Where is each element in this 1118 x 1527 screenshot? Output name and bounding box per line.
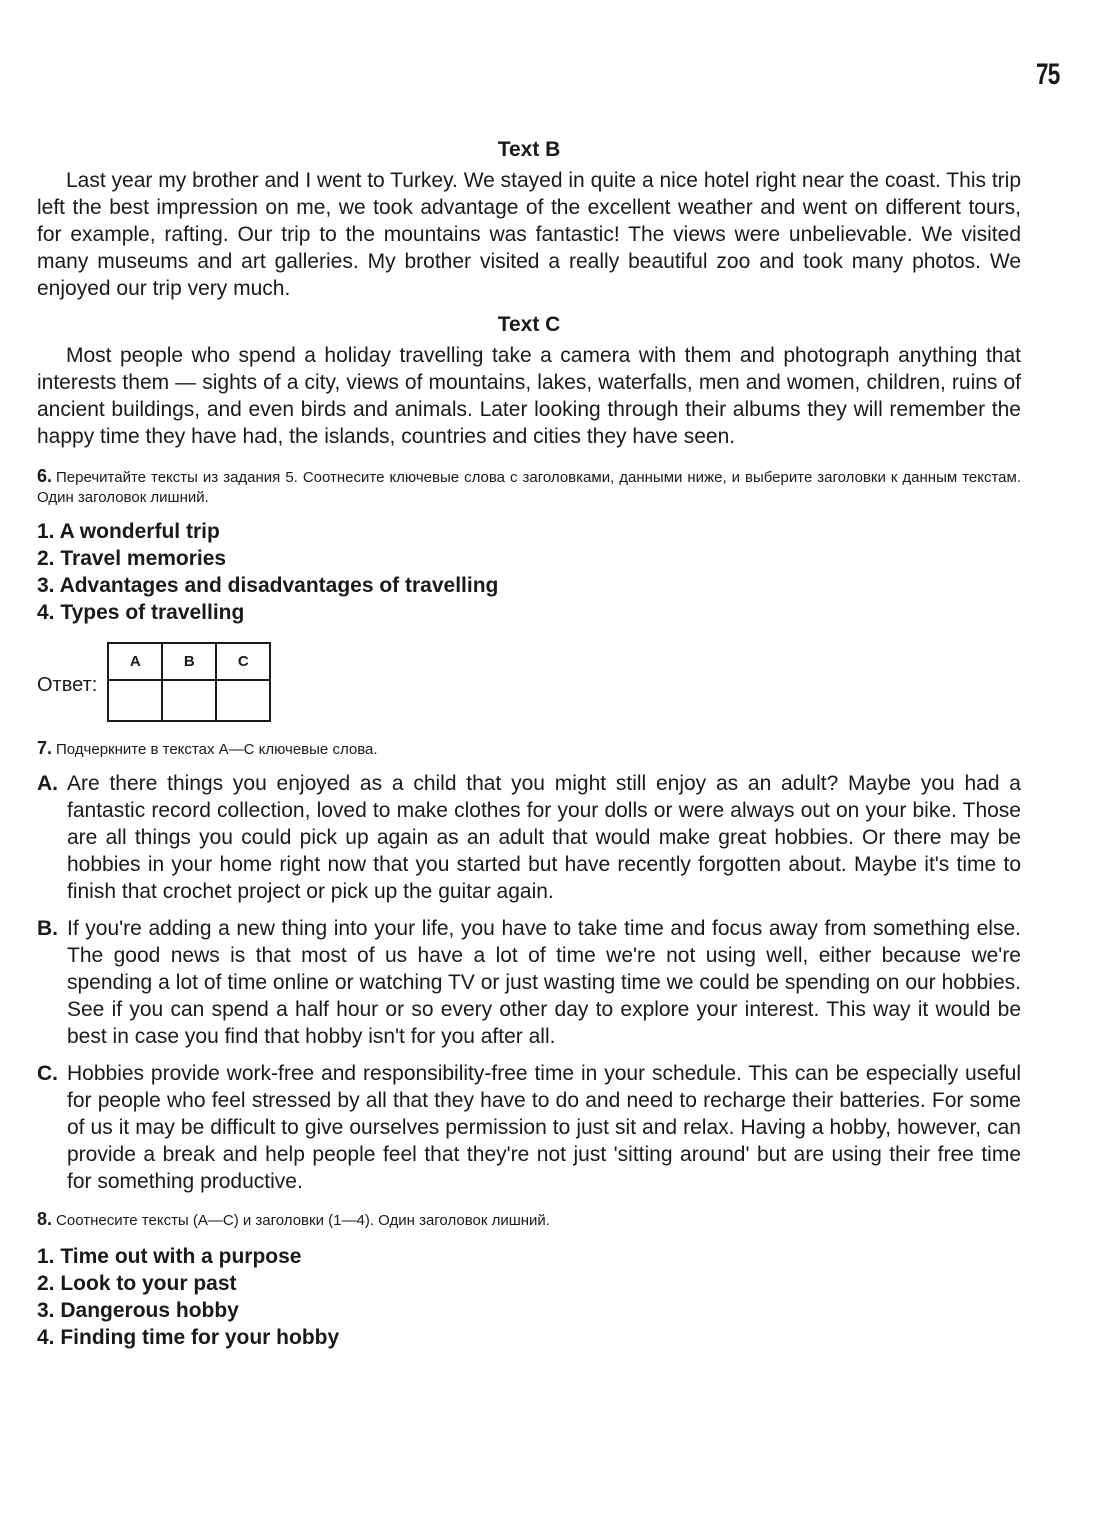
list-item: 4. Types of travelling [37,601,245,624]
task-8-number: 8. [37,1209,53,1229]
list-item: 1. Time out with a purpose [37,1245,302,1268]
answer-col-header: A [108,643,162,680]
page-content [37,136,1021,1351]
list-item: 3. Advantages and disadvantages of travelling [37,574,499,597]
text-letter: C. [37,1062,58,1085]
list-item: 4. Finding time for your hobby [37,1326,340,1349]
list-item: 2. Travel memories [37,547,227,570]
text-a-body: Are there things you enjoyed as a child that you might still enjoy as an adult? Maybe you had a fantastic record collection, loved to make clothes for your dolls or were always out on your bike. Those are all things you could pick up again as an adult that would make great hobbies. Or there may be hobbies in your home right now that you started but have recently forgotten about. Maybe it's time to finish that crochet project or pick up the guitar again. [67,772,1021,903]
text-b-body: Last year my brother and I went to Turkey. We stayed in quite a nice hotel right near the coast. This trip left the best impression on me, we took advantage of the excellent weather and went on different tours, for example, rafting. Our trip to the mountains was fantastic! The views were unbelievable. We visited many museums and art galleries. My brother visited a really beautiful zoo and took many photos. We enjoyed our trip very much. [37,169,1021,300]
text-a-block [37,770,1021,905]
text-letter: A. [37,772,58,795]
text-c2-block [37,1060,1021,1195]
answer-cell-c[interactable] [216,680,270,721]
text-letter: B. [37,917,58,940]
task-8-text: Соотнесите тексты (А—С) и заголовки (1—4). Один заголовок лишний. [56,1212,550,1229]
text-c2-body: Hobbies provide work-free and responsibility-free time in your schedule. This can be especially useful for people who feel stressed by all that they have to do and need to recharge their batteries. For some of us it may be difficult to give ourselves permission to just sit and relax. Having a hobby, however, can provide a break and help people feel that they're not just 'sitting around' but are using their free time for something productive. [67,1062,1021,1193]
text-c-heading: Text C [497,313,561,336]
list-item: 2. Look to your past [37,1272,237,1295]
task-6-headings-list [37,518,1021,626]
list-item: 3. Dangerous hobby [37,1299,239,1322]
text-b-heading: Text B [497,138,561,161]
task-7-text: Подчеркните в текстах А—С ключевые слова. [56,741,378,758]
answer-section [37,642,1021,722]
list-item: 1. A wonderful trip [37,520,220,543]
text-b2-block [37,915,1021,1050]
answer-cell-b[interactable] [162,680,216,721]
answer-col-header: B [162,643,216,680]
text-b2-body: If you're adding a new thing into your life, you have to take time and focus away from something else. The good news is that most of us have a lot of time we're not using well, either because we're spending a lot of time online or watching TV or just wasting time we could be spending on our hobbies. See if you can spend a half hour or so every other day to explore your interest. This way it would be best in case you find that hobby isn't for you after all. [67,917,1021,1048]
task-6-instruction [37,466,1021,508]
task-8-headings-list [37,1243,1021,1351]
answer-col-header: C [216,643,270,680]
task-7-number: 7. [37,738,53,758]
answer-table [107,642,271,722]
text-c-body: Most people who spend a holiday travelling take a camera with them and photograph anything that interests them — sights of a city, views of mountains, lakes, waterfalls, men and women, children, ruins of ancient buildings, and even birds and animals. Later looking through their albums they will remember the happy time they have had, the islands, countries and cities they have seen. [37,344,1021,448]
answer-cell-a[interactable] [108,680,162,721]
answer-label: Ответ: [37,673,98,696]
task-7-instruction [37,738,1021,760]
page-number: 75 [1036,58,1060,91]
task-6-number: 6. [37,466,53,486]
task-6-text: Перечитайте тексты из задания 5. Соотнесите ключевые слова с заголовками, данными ниже, и выберите заголовки к данным текстам. Один заголовок лишний. [37,469,1021,506]
task-8-instruction [37,1209,1021,1231]
